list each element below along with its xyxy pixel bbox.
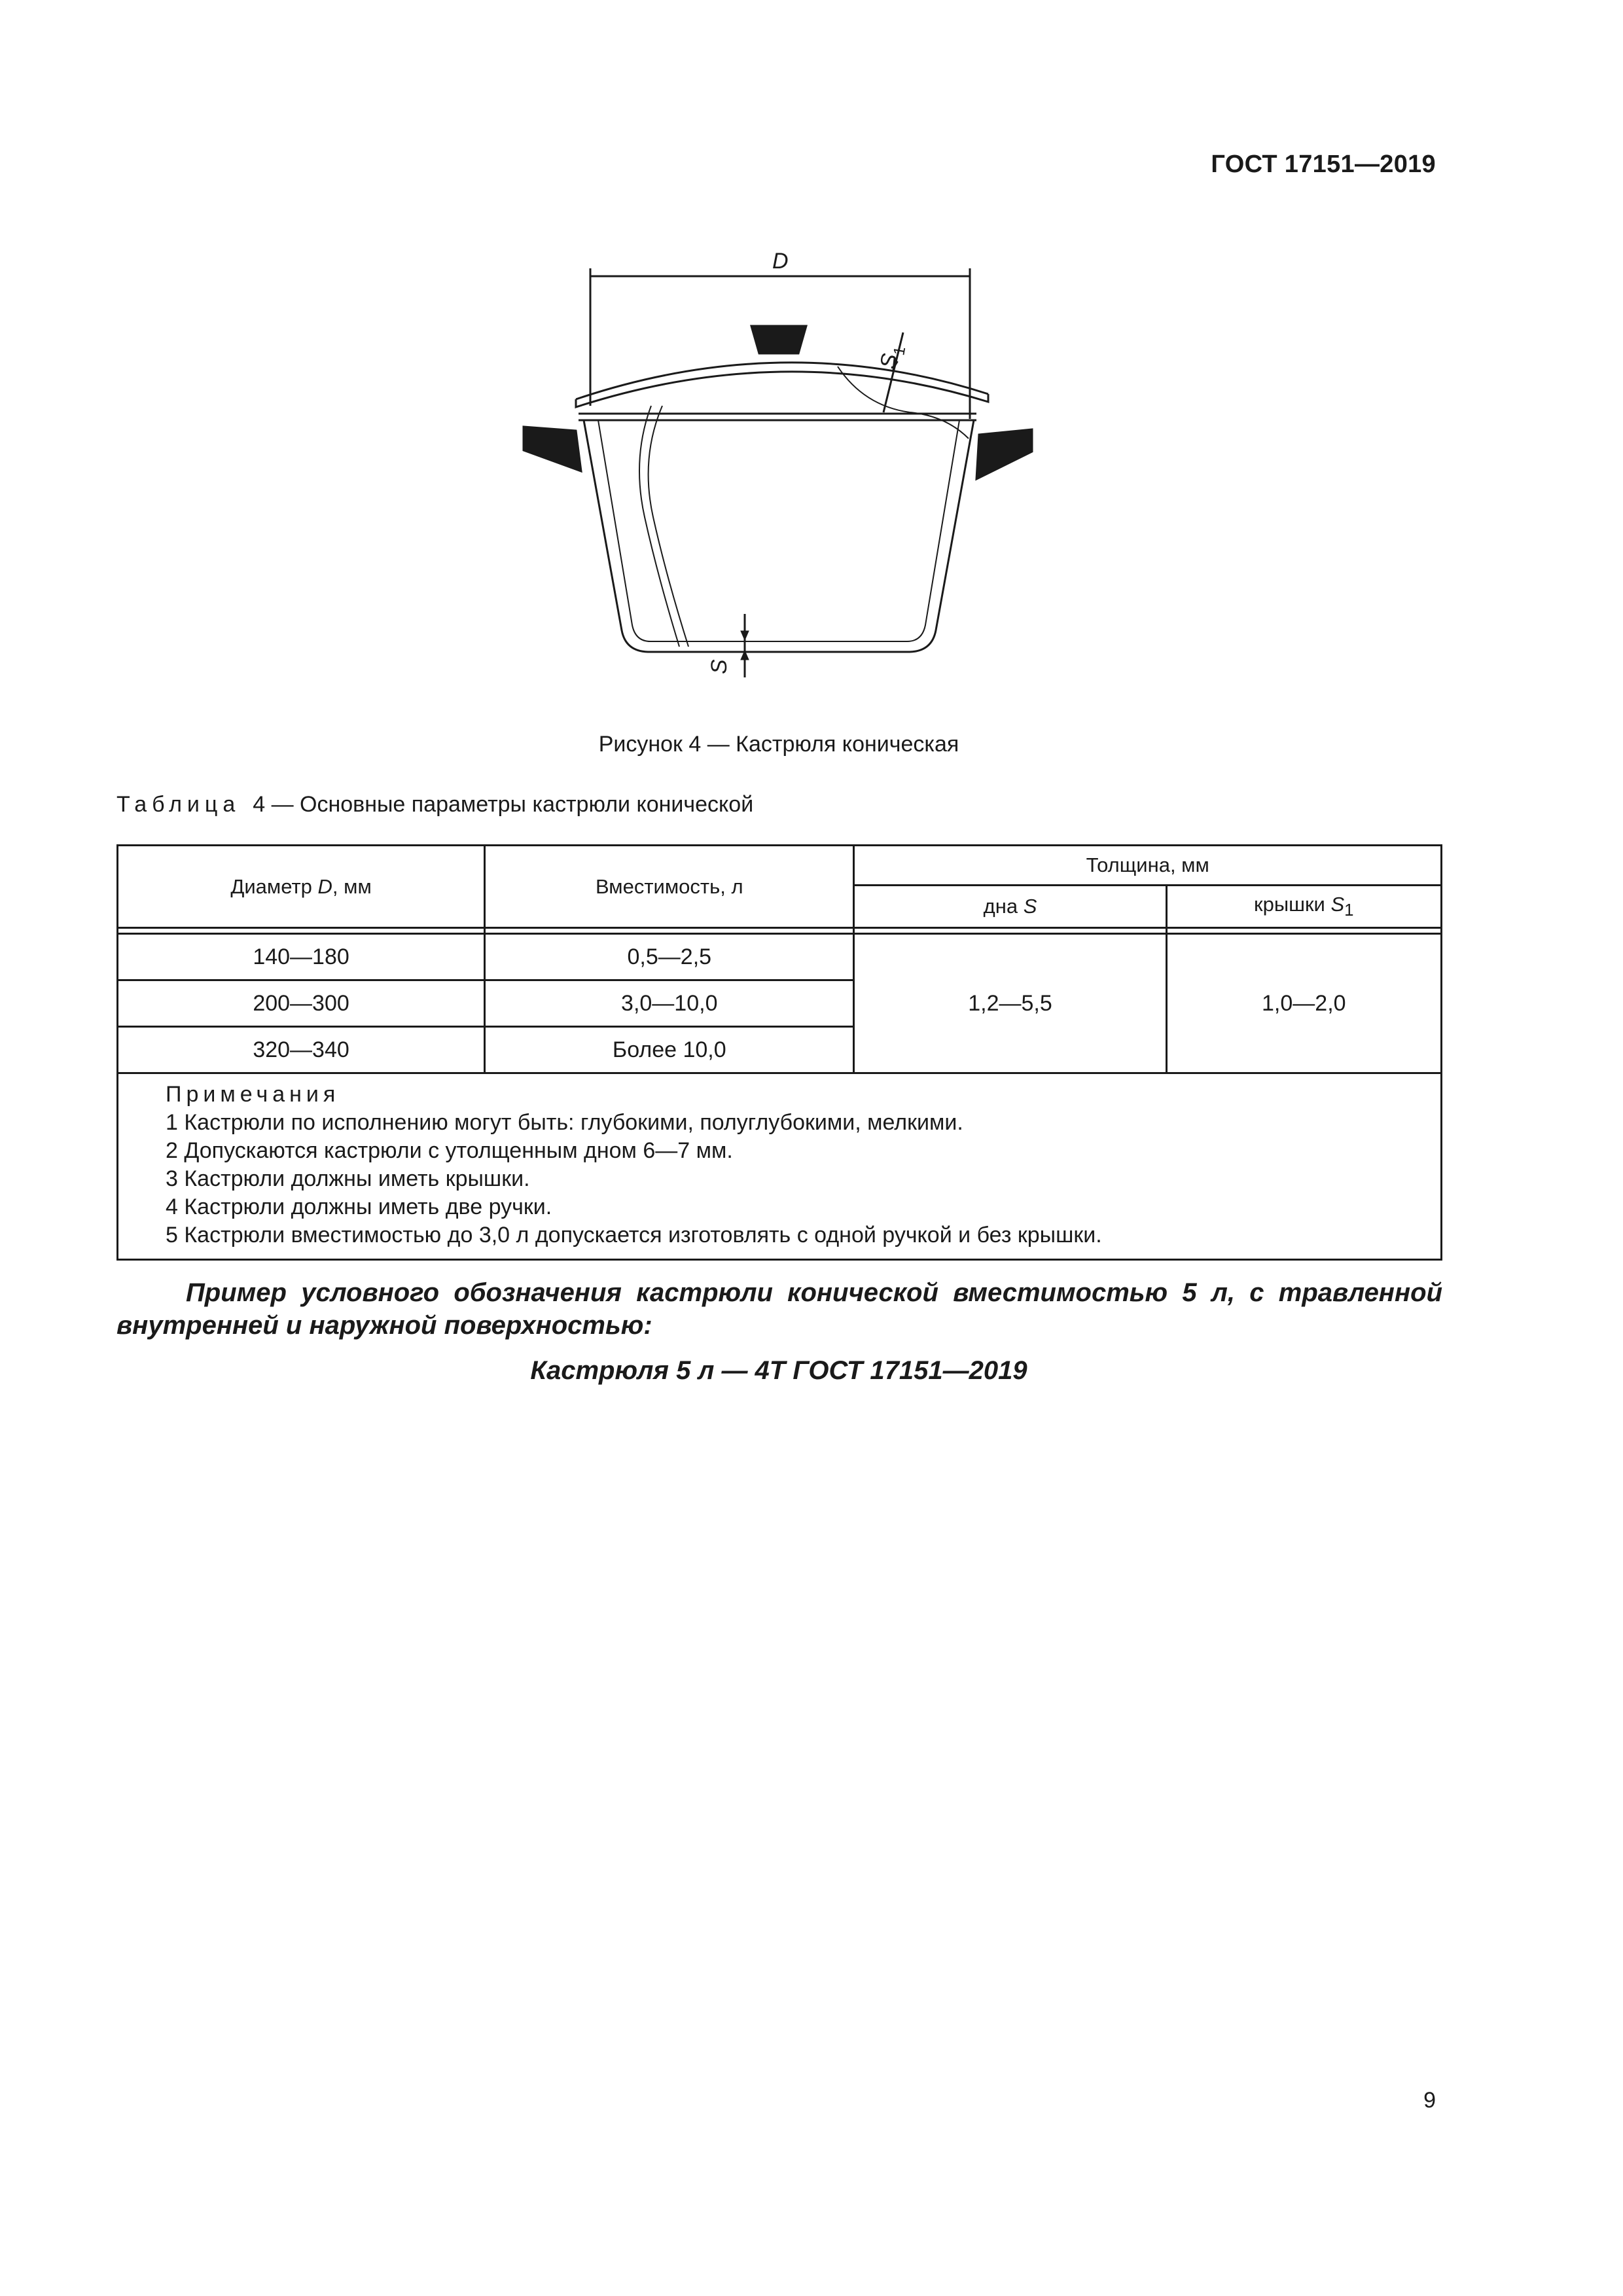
page-number: 9: [1423, 2088, 1436, 2113]
note-item: 4 Кастрюли должны иметь две ручки.: [166, 1194, 552, 1219]
lid-knob-icon: [751, 326, 806, 353]
pot-body-outline: [584, 420, 974, 652]
table-row: [118, 934, 1442, 980]
lid-thickness-label: S: [875, 351, 903, 371]
lid-thickness-subscript: 1: [890, 345, 910, 357]
table-notes: [118, 1073, 1442, 1260]
figure-caption: Рисунок 4 — Кастрюля коническая: [598, 732, 959, 757]
header-bottom-thickness: дна S: [854, 886, 1166, 928]
notes-heading: Примечания: [166, 1082, 340, 1107]
note-item: 3 Кастрюли должны иметь крышки.: [166, 1166, 530, 1191]
diameter-label: D: [772, 249, 789, 274]
bottom-thickness-label: S: [707, 659, 732, 674]
diameter-cell: 320—340: [118, 1027, 485, 1073]
diameter-cell: 140—180: [118, 934, 485, 980]
document-number-header: ГОСТ 17151—2019: [1211, 151, 1436, 178]
table-title: [116, 792, 753, 817]
header-thickness: Толщина, мм: [854, 846, 1442, 886]
note-item: 5 Кастрюли вместимостью до 3,0 л допускается изготовлять с одной ручкой и без крышки.: [166, 1223, 1102, 1247]
diameter-cell: 200—300: [118, 980, 485, 1027]
table-title-rest: 4 — Основные параметры кастрюли конической: [253, 792, 754, 817]
header-capacity: Вместимость, л: [485, 846, 854, 928]
capacity-cell: 0,5—2,5: [485, 934, 854, 980]
conical-pot-drawing: [510, 242, 1060, 713]
right-handle: [976, 429, 1032, 479]
designation-example: Кастрюля 5 л — 4Т ГОСТ 17151—2019: [530, 1356, 1027, 1385]
note-item: 1 Кастрюли по исполнению могут быть: глубокими, полуглубокими, мелкими.: [166, 1110, 963, 1135]
capacity-cell: Более 10,0: [485, 1027, 854, 1073]
parameters-table: [116, 844, 1442, 1261]
header-lid-thickness: крышки $S_1$: [1166, 886, 1441, 928]
capacity-cell: 3,0—10,0: [485, 980, 854, 1027]
left-handle: [524, 427, 581, 471]
lid-outline: [576, 363, 988, 399]
note-item: 2 Допускаются кастрюли с утолщенным дном 6—7 мм.: [166, 1138, 733, 1163]
header-diameter: Диаметр D, мм: [118, 846, 485, 928]
bottom-thickness-cell: 1,2—5,5: [854, 934, 1166, 1073]
designation-example-text: Пример условного обозначения кастрюли конической вместимостью 5 л, с травленной внутренней и наружной поверхностью:: [116, 1278, 1442, 1340]
table-title-prefix: Таблица: [116, 792, 241, 817]
lid-thickness-cell: 1,0—2,0: [1166, 934, 1441, 1073]
